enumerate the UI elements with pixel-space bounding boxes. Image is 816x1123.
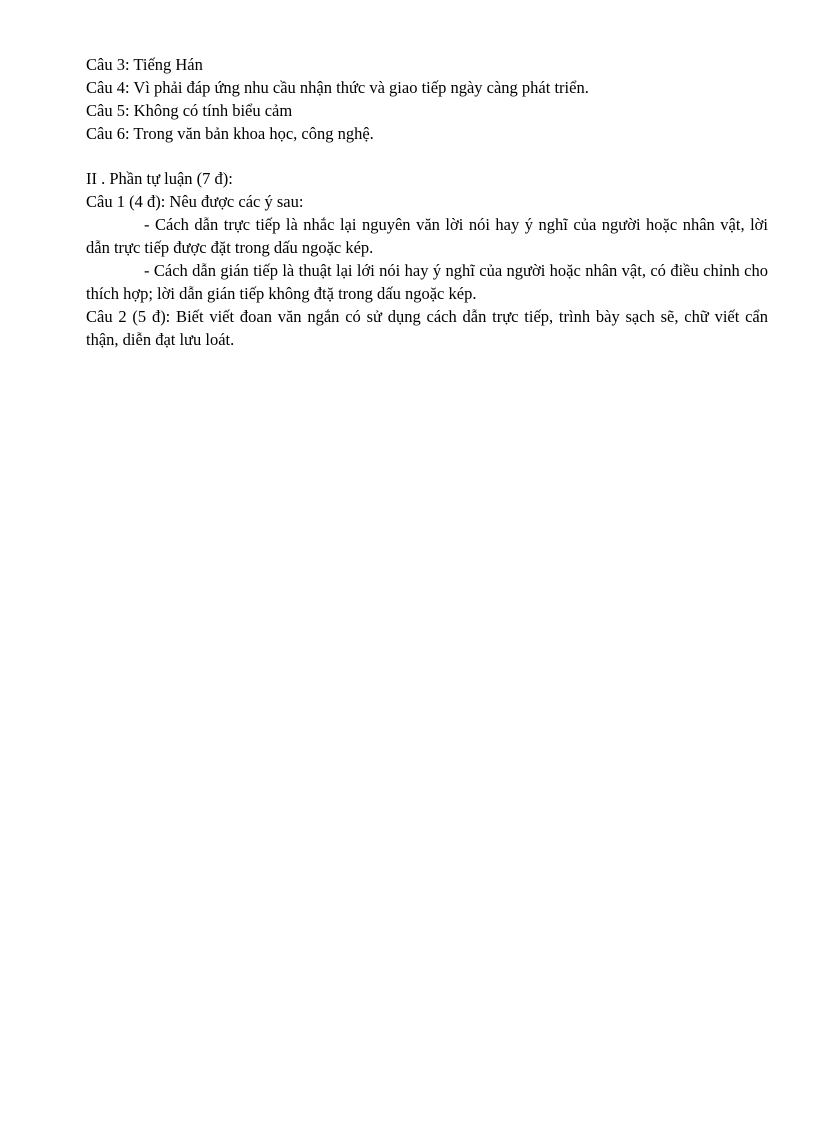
essay-q1-indirect-speech: - Cách dẫn gián tiếp là thuật lại lới nói hay ý nghĩ của người hoặc nhân vật, có điều chỉnh cho thích hợp; lời dẫn gián tiếp không đtặ trong dấu ngoặc kép. <box>86 261 768 303</box>
essay-heading: II . Phần tự luận (7 đ): <box>86 169 233 188</box>
answer-q4: Câu 4: Vì phải đáp ứng nhu cầu nhận thức và giao tiếp ngày càng phát triển. <box>86 78 589 97</box>
answer-q3: Câu 3: Tiếng Hán <box>86 55 203 74</box>
essay-q2: Câu 2 (5 đ): Biết viết đoan văn ngắn có sử dụng cách dẫn trực tiếp, trình bày sạch sẽ, chữ viết cẩn thận, diễn đạt lưu loát. <box>86 307 768 349</box>
answer-key-content <box>86 53 768 351</box>
section-spacer <box>86 145 768 167</box>
essay-q1-intro: Câu 1 (4 đ): Nêu được các ý sau: <box>86 192 304 211</box>
essay-q1-direct-speech: - Cách dẫn trực tiếp là nhắc lại nguyên văn lời nói hay ý nghĩ của người hoặc nhân vật, lời dẫn trực tiếp được đặt trong dấu ngoặc kép. <box>86 215 768 257</box>
answer-q6: Câu 6: Trong văn bản khoa học, công nghệ. <box>86 124 374 143</box>
answer-q5: Câu 5: Không có tính biểu cảm <box>86 101 293 120</box>
